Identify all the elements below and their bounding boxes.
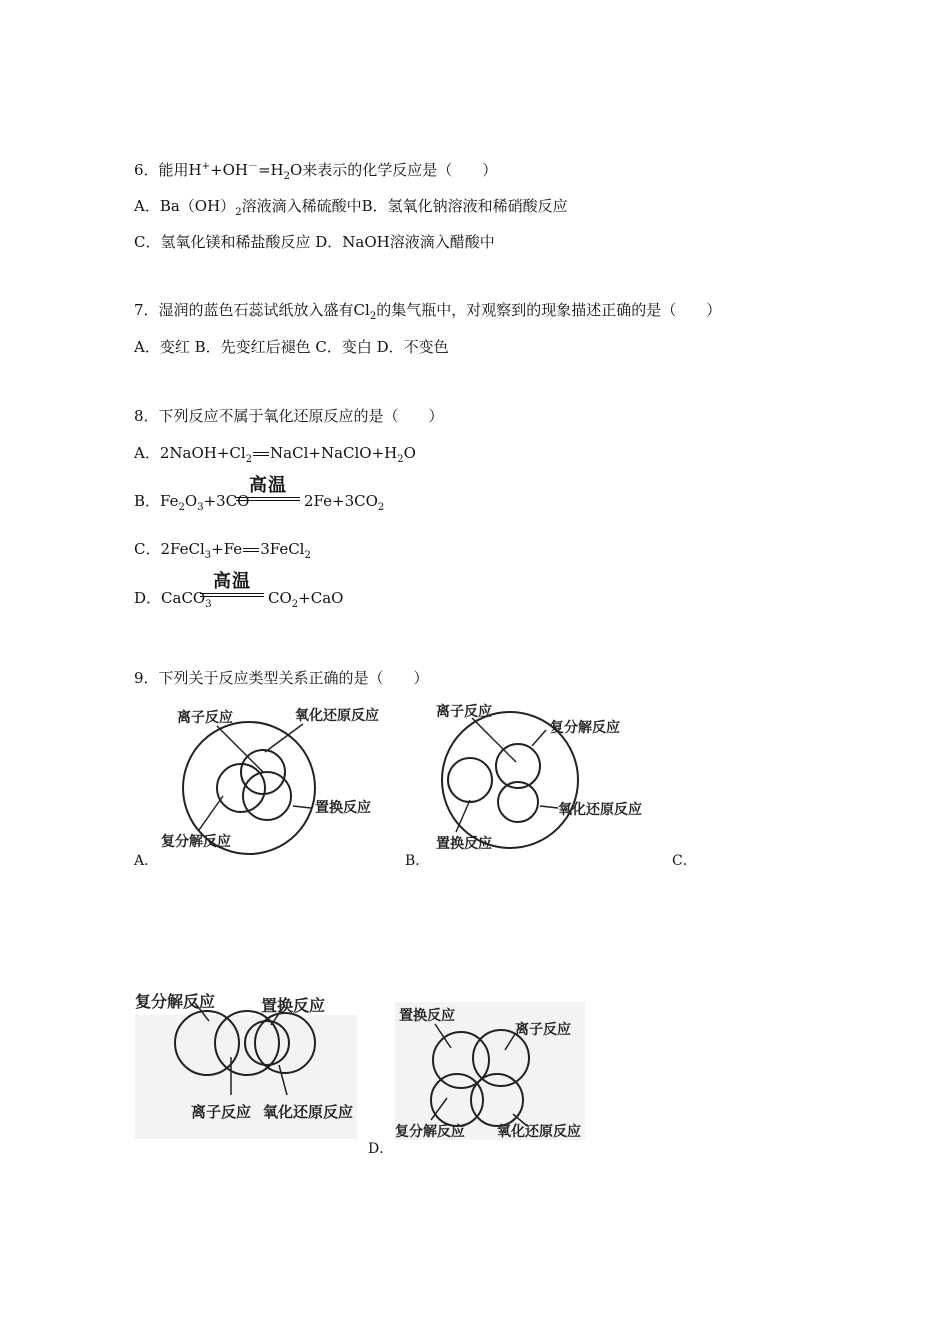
q8-option-b-right: $2Fe+3CO_2$ xyxy=(304,492,385,513)
q9-label-c: C． xyxy=(672,853,697,869)
fig-a-displacement-label: 置换反应 xyxy=(315,800,371,816)
diagram-option-d xyxy=(395,1002,595,1142)
q8-option-d-left: D．CaCO$_3$ xyxy=(134,589,212,610)
q9-label-b: B． xyxy=(405,853,430,869)
fig-d-redox-label: 氧化还原反应 xyxy=(497,1124,581,1140)
fig-b-ion-label: 离子反应 xyxy=(436,704,492,720)
q8-option-b-left: B．$Fe_2O_3+3CO$ xyxy=(134,492,250,513)
equals-sign xyxy=(243,548,259,552)
q6-stem: 6．能用$H^++OH^-=H_2O$来表示的化学反应是（ ） xyxy=(134,161,498,182)
q6-options-cd: C．氢氧化镁和稀盐酸反应 D．NaOH溶液滴入醋酸中 xyxy=(134,233,495,251)
q7-options: A．变红 B．先变红后褪色 C．变白 D．不变色 xyxy=(134,338,449,356)
fig-b-double-label: 复分解反应 xyxy=(550,720,620,736)
fig-d-displacement-label: 置换反应 xyxy=(399,1008,455,1024)
q9-stem: 9．下列关于反应类型关系正确的是（ ） xyxy=(134,669,429,687)
diagram-option-b xyxy=(420,700,650,860)
fig-a-ion-label: 离子反应 xyxy=(177,710,233,726)
fig-d-ion-label: 离子反应 xyxy=(515,1022,571,1038)
q6-options-ab: A．$Ba(OH)_2$溶液滴入稀硫酸中B．氢氧化钠溶液和稀硝酸反应 xyxy=(134,197,568,218)
fig-b-redox-label: 氧化还原反应 xyxy=(558,802,642,818)
q7-stem: 7．湿润的蓝色石蕊试纸放入盛有$Cl_2$的集气瓶中，对观察到的现象描述正确的是（ ） xyxy=(134,301,722,322)
q8-stem: 8．下列反应不属于氧化还原反应的是（ ） xyxy=(134,407,444,425)
equals-sign xyxy=(253,452,269,456)
q9-label-d: D． xyxy=(368,1141,394,1157)
fig-d-double-label: 复分解反应 xyxy=(395,1124,465,1140)
fig-c-ion-label: 离子反应 xyxy=(191,1103,252,1121)
diagram-option-c xyxy=(135,985,365,1145)
fig-a-redox-label: 氧化还原反应 xyxy=(295,708,379,724)
diagram-option-a xyxy=(155,700,395,860)
fig-c-redox-label: 氧化还原反应 xyxy=(263,1103,354,1121)
q8-option-d-right: $CO_2+CaO$ xyxy=(268,589,344,610)
fig-c-double-label: 复分解反应 xyxy=(135,992,216,1011)
q9-label-a: A． xyxy=(134,853,159,869)
fig-b-displacement-label: 置换反应 xyxy=(436,836,492,852)
q8-option-a: A．$2NaOH+Cl_2$ $NaCl+NaClO+H_2O$ xyxy=(134,444,416,465)
fig-a-double-label: 复分解反应 xyxy=(161,834,231,850)
q8-option-b-condition: 高温 xyxy=(236,476,300,501)
q8-option-c: C．2FeCl$_3$+Fe 3FeCl$_2$ xyxy=(134,540,311,561)
fig-c-displacement-label: 置换反应 xyxy=(261,996,326,1015)
q8-option-d-condition: 高温 xyxy=(200,572,264,597)
